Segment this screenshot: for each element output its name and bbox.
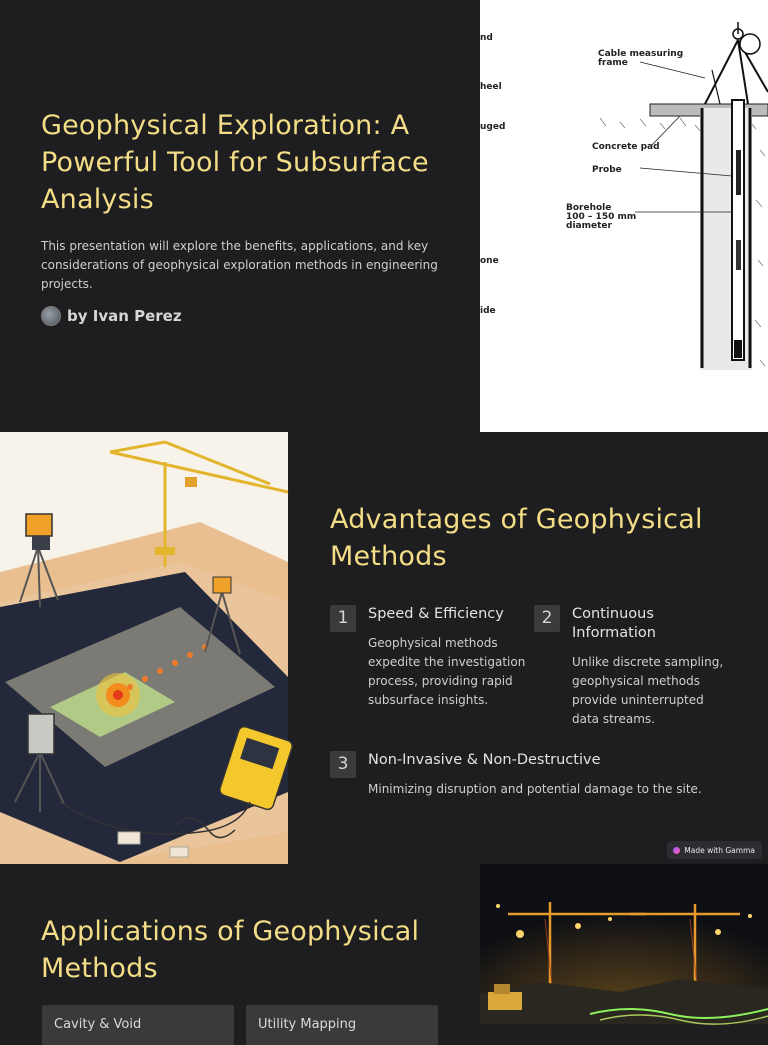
svg-text:Concrete pad: Concrete pad bbox=[592, 142, 660, 152]
svg-text:100 – 150 mm: 100 – 150 mm bbox=[566, 212, 637, 222]
author-name: by Ivan Perez bbox=[67, 307, 182, 325]
section-title: Advantages of Geophysical Methods bbox=[330, 504, 703, 572]
advantage-heading: Continuous Information bbox=[572, 606, 656, 641]
gamma-logo-icon bbox=[673, 847, 680, 854]
svg-text:Cable measuring: Cable measuring bbox=[598, 49, 684, 59]
svg-text:one: one bbox=[480, 256, 499, 266]
svg-text:uged: uged bbox=[480, 122, 506, 132]
author-line bbox=[41, 306, 182, 326]
number-badge: 3 bbox=[330, 751, 356, 778]
number-badge: 1 bbox=[330, 605, 356, 632]
night-construction-image bbox=[480, 864, 768, 1024]
made-with-gamma-badge[interactable] bbox=[667, 841, 762, 859]
slide-title: Geophysical Exploration: A Powerful Tool for Subsurface Analysis bbox=[41, 110, 429, 215]
section-title: Applications of Geophysical Methods bbox=[41, 916, 420, 984]
construction-site-illustration bbox=[0, 432, 288, 864]
advantage-item bbox=[330, 605, 526, 725]
avatar bbox=[41, 306, 61, 326]
svg-text:ide: ide bbox=[480, 306, 496, 316]
advantage-body: Minimizing disruption and potential damage to the site. bbox=[368, 782, 702, 796]
slide-applications bbox=[0, 864, 768, 1032]
number-badge: 2 bbox=[534, 605, 560, 632]
svg-text:Probe: Probe bbox=[592, 165, 622, 175]
advantage-item bbox=[534, 605, 734, 735]
advantage-body: Unlike discrete sampling, geophysical methods provide uninterrupted data streams. bbox=[572, 655, 724, 726]
advantage-heading: Speed & Efficiency bbox=[368, 606, 504, 622]
svg-text:Borehole: Borehole bbox=[566, 203, 612, 213]
advantage-heading: Non-Invasive & Non-Destructive bbox=[368, 752, 601, 768]
svg-text:heel: heel bbox=[480, 82, 502, 92]
slide-description: This presentation will explore the benefits, applications, and key considerations of geophysical exploration methods in engineering projects. bbox=[41, 239, 438, 291]
svg-text:nd: nd bbox=[480, 33, 493, 43]
svg-text:frame: frame bbox=[598, 58, 628, 68]
advantage-body: Geophysical methods expedite the investigation process, providing rapid subsurface insights. bbox=[368, 636, 526, 707]
advantage-item bbox=[330, 751, 750, 801]
slide-intro bbox=[0, 0, 768, 432]
badge-label: Made with Gamma bbox=[684, 845, 755, 855]
svg-text:diameter: diameter bbox=[566, 221, 612, 231]
application-card: Cavity & Void bbox=[42, 1005, 234, 1045]
application-card: Utility Mapping bbox=[246, 1005, 438, 1045]
slide-advantages bbox=[0, 432, 768, 864]
borehole-diagram-image bbox=[480, 0, 768, 432]
